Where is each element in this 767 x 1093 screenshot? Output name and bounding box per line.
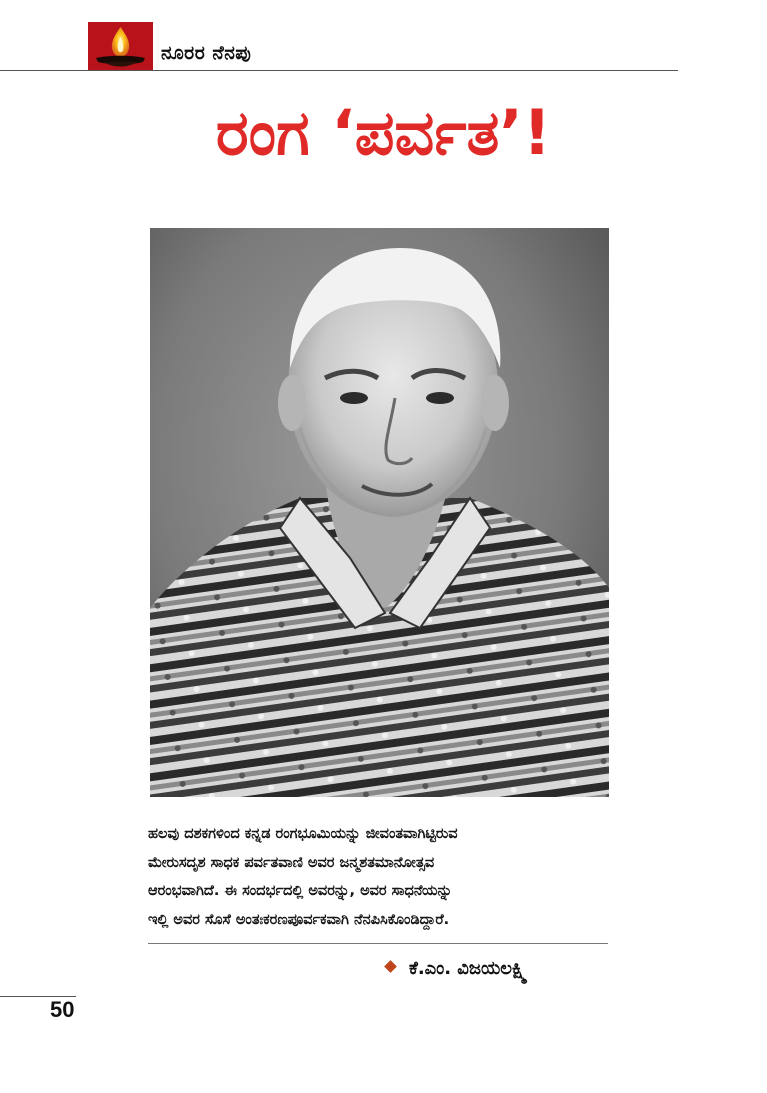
article-headline: ರಂಗ ‘ಪರ್ವತ’! [215,96,552,169]
byline [386,958,527,979]
oil-lamp-flame-icon [88,22,153,70]
portrait-photo [150,228,609,797]
article-intro [148,820,618,934]
intro-line: ಇಲ್ಲಿ ಅವರ ಸೊಸೆ ಅಂತಃಕರಣಪೂರ್ವಕವಾಗಿ ನೆನಪಿಸಿಕೊಂಡಿದ್ದಾರೆ. [148,911,450,928]
diamond-bullet-icon [384,960,397,973]
section-label: ನೂರರ ನೆನಪು [161,42,252,64]
intro-line: ಆರಂಭವಾಗಿದೆ. ಈ ಸಂದರ್ಭದಲ್ಲಿ ಅವರನ್ನು, ಅವರ ಸಾಧನೆಯನ್ನು [148,883,453,899]
page-number: 50 [50,997,75,1022]
logo [88,22,153,70]
byline-divider [148,943,608,944]
header-divider [0,70,678,71]
intro-line: ಹಲವು ದಶಕಗಳಿಂದ ಕನ್ನಡ ರಂಗಭೂಮಿಯನ್ನು ಜೀವಂತವಾಗಿಟ್ಟಿರುವ [148,826,458,842]
intro-line: ಮೇರುಸದೃಶ ಸಾಧಕ ಪರ್ವತವಾಣಿ ಅವರ ಜನ್ಮಶತಮಾನೋತ್ಸವ [148,854,435,871]
author-name: ಕೆ.ಎಂ. ವಿಜಯಲಕ್ಷ್ಮಿ [409,958,528,979]
